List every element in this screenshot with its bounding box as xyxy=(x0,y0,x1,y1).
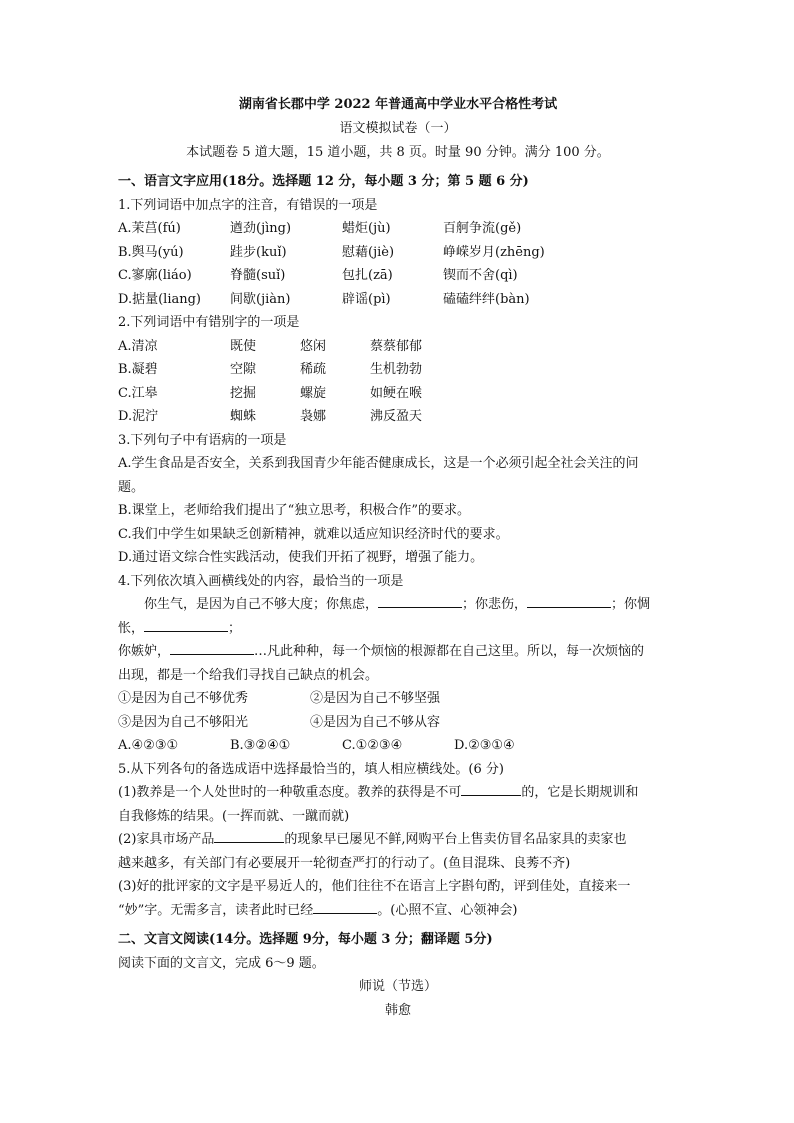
question-5-line-6: “妙”字。无需多言，读者此时已经 。(心照不宣、心领神会) xyxy=(118,899,678,923)
question-3-option-a-cont: 题。 xyxy=(118,479,145,495)
question-4-sentences-1-2: ①是因为自己不够优秀 ②是因为自己不够坚强 xyxy=(118,691,441,706)
fill-blank[interactable] xyxy=(170,640,254,655)
choice-c[interactable]: C.①②③④ xyxy=(342,738,403,753)
question-2-option-b: B.凝碧 空隙 稀疏 生机勃勃 xyxy=(118,362,423,377)
question-4-sentences-3-4: ③是因为自己不够阳光 ④是因为自己不够从容 xyxy=(118,714,441,730)
question-3-option-a: A.学生食品是否安全，关系到我国青少年能否健康成长，这是一个必须引起全社会关注的问 xyxy=(118,456,639,471)
question-5-line-3: (2)家具市场产品 的现象早已屡见不鲜,网购平台上售卖仿冒名品家具的卖家也 xyxy=(118,828,678,852)
question-4-passage-line-1: 你生气，是因为自己不够大度；你焦虑， ；你悲伤， ；你惆 xyxy=(118,593,678,617)
choice-a[interactable]: A.④②③① xyxy=(118,738,179,753)
question-1-option-a: A.茉莒(fú) 遒劲(jìng) 蜡炬(jù) 百舸争流(gě) xyxy=(118,221,522,236)
fill-blank[interactable] xyxy=(378,593,462,608)
exam-info: 本试题卷 5 道大题，15 道小题，共 8 页。时量 90 分钟。满分 100 分。 xyxy=(186,144,610,160)
question-3-option-b: B.课堂上，老师给我们提出了“独立思考，积极合作”的要求。 xyxy=(118,503,470,518)
section-2-intro: 阅读下面的文言文，完成 6～9 题。 xyxy=(118,955,325,971)
exam-page xyxy=(118,92,678,1022)
question-3-stem: 3.下列句子中有语病的一项是 xyxy=(118,432,287,448)
exam-title: 湖南省长郡中学 2022 年普通高中学业水平合格性考试 xyxy=(238,97,558,112)
exam-subtitle: 语文模拟试卷（一） xyxy=(339,121,457,136)
question-2-stem: 2.下列词语中有错别字的一项是 xyxy=(118,315,300,330)
question-4-passage-line-2: 怅， ； xyxy=(118,617,678,641)
question-1-option-b: B.舆马(yú) 跬步(kuǐ) 慰藉(jiè) 峥嵘岁月(zhēng) xyxy=(118,244,545,260)
fill-blank[interactable] xyxy=(527,593,611,608)
question-5-line-5: (3)好的批评家的文字是平易近人的，他们往往不在语言上字斟句酌，评到佳处，直接来一 xyxy=(118,879,631,894)
question-1-option-c: C.寥廓(liáo) 脊髓(suǐ) 包扎(zā) 锲而不舍(qì) xyxy=(118,268,518,283)
choice-d[interactable]: D.②③①④ xyxy=(454,738,515,753)
question-2-option-c: C.江皋 挖掘 螺旋 如鲠在喉 xyxy=(118,385,423,401)
question-5-line-4: 越来越多，有关部门有必要展开一轮彻查严打的行动了。(鱼目混珠、良莠不齐) xyxy=(118,855,571,871)
question-4-passage-line-4: 出现，都是一个给我们寻找自己缺点的机会。 xyxy=(118,667,379,683)
question-4-passage-line-3: 你嫉妒， …凡此种种，每一个烦恼的根源都在自己这里。所以，每一次烦恼的 xyxy=(118,640,678,664)
question-5-line-1: (1)教养是一个人处世时的一种敬重态度。教养的获得是不可 的，它是长期规训和 xyxy=(118,781,678,805)
question-3-option-d: D.通过语文综合性实践活动，使我们开拓了视野，增强了能力。 xyxy=(118,550,484,565)
section-1-title: 一、语言文字应用(18分。选择题 12 分，每小题 3 分；第 5 题 6 分) xyxy=(118,174,529,189)
fill-blank[interactable] xyxy=(461,781,521,796)
question-1-option-d: D.掂量(liang) 间歇(jiàn) 辟谣(pì) 磕磕绊绊(bàn) xyxy=(118,291,530,307)
question-2-option-a: A.清凉 既使 悠闲 蔡蔡郁郁 xyxy=(118,338,423,354)
section-2-title: 二、文言文阅读(14分。选择题 9分，每小题 3 分；翻译题 5分) xyxy=(118,932,493,947)
classical-text-author: 韩愈 xyxy=(384,1002,411,1018)
question-4-choices xyxy=(118,734,678,758)
fill-blank[interactable] xyxy=(214,828,284,843)
question-5-stem: 5.从下列各句的备选成语中选择最恰当的，填人相应横线处。(6 分) xyxy=(118,761,504,777)
question-2-option-d: D.泥泞 蜘蛛 袅娜 沸反盈天 xyxy=(118,409,423,424)
question-4-stem: 4.下列依次填入画横线处的内容，最恰当的一项是 xyxy=(118,573,404,589)
question-3-option-c: C.我们中学生如果缺乏创新精神，就难以适应知识经济时代的要求。 xyxy=(118,526,509,542)
question-1-stem: 1.下列词语中加点字的注音，有错误的一项是 xyxy=(118,197,378,213)
fill-blank[interactable] xyxy=(313,899,377,914)
choice-b[interactable]: B.③②④① xyxy=(230,738,291,753)
question-5-line-2: 自我修炼的结果。(一挥而就、一蹴而就) xyxy=(118,808,350,824)
classical-text-title: 师说（节选） xyxy=(358,979,437,994)
fill-blank[interactable] xyxy=(144,617,228,632)
